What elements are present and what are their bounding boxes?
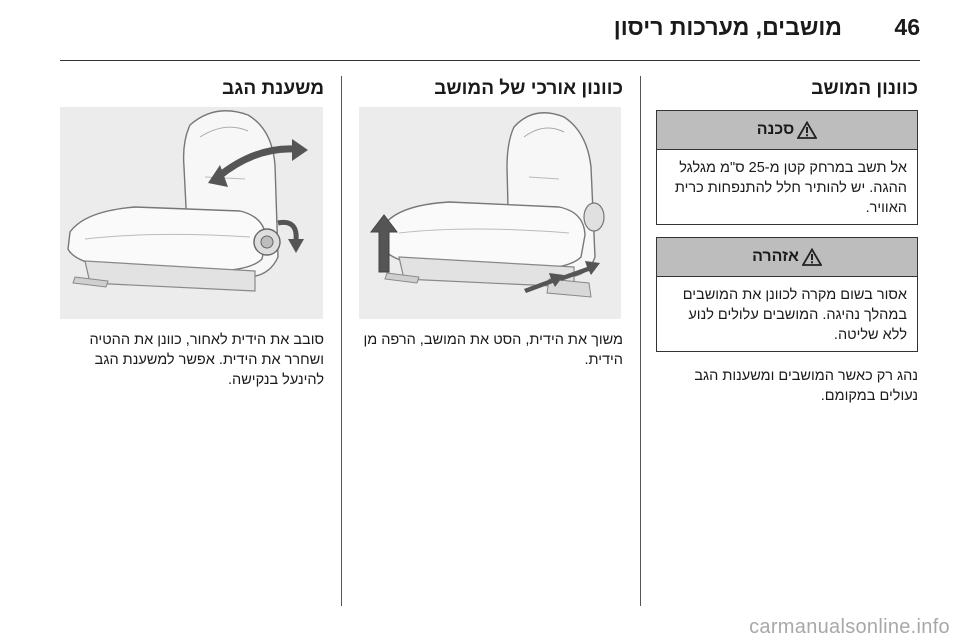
danger-header (657, 111, 917, 150)
warning-box (656, 237, 918, 352)
backrest-paragraph: סובב את הידית לאחור, כוונן את ההטיה ושחרר את הידית. אפשר למשענת הגב להינעל בנקישה. (89, 332, 324, 388)
column-seat-adjustment (656, 78, 918, 406)
seat-slide-illustration (359, 107, 621, 319)
section-title-seat-adjustment: כוונון המושב (811, 78, 918, 99)
warning-label: אזהרה (752, 248, 799, 265)
longitudinal-paragraph: משוך את הידית, הסט את המושב, הרפה מן הידית. (363, 332, 623, 368)
danger-box (656, 110, 918, 225)
watermark: carmanualsonline.info (749, 616, 950, 638)
warning-triangle-icon (797, 121, 817, 139)
danger-text: אל תשב במרחק קטן מ-25 ס"מ מגלגל ההגה. יש להותיר חלל להתנפחות כרית האוויר. (674, 160, 907, 216)
page-header (60, 0, 920, 62)
illustration-backrest (60, 107, 323, 319)
column-divider-right (640, 76, 641, 606)
locking-paragraph: נהג רק כאשר המושבים ומשענות הגב נעולים במקומם. (694, 368, 918, 404)
danger-label: סכנה (756, 121, 795, 138)
column-divider-left (341, 76, 342, 606)
warning-triangle-icon (802, 248, 822, 266)
backrest-tilt-illustration (60, 107, 323, 319)
column-longitudinal-adjustment (357, 78, 623, 368)
page-number: 46 (894, 14, 920, 40)
header-rule (60, 60, 920, 61)
column-backrest (58, 78, 324, 388)
illustration-longitudinal-seat (359, 107, 621, 319)
section-title-backrest: משענת הגב (222, 78, 324, 99)
section-title-longitudinal: כוונון אורכי של המושב (434, 78, 623, 99)
warning-header (657, 238, 917, 277)
warning-text: אסור בשום מקרה לכוונן את המושבים במהלך נהיגה. המושבים עלולים לנוע ללא שליטה. (682, 287, 907, 343)
page-title: מושבים, מערכות ריסון (613, 14, 842, 40)
